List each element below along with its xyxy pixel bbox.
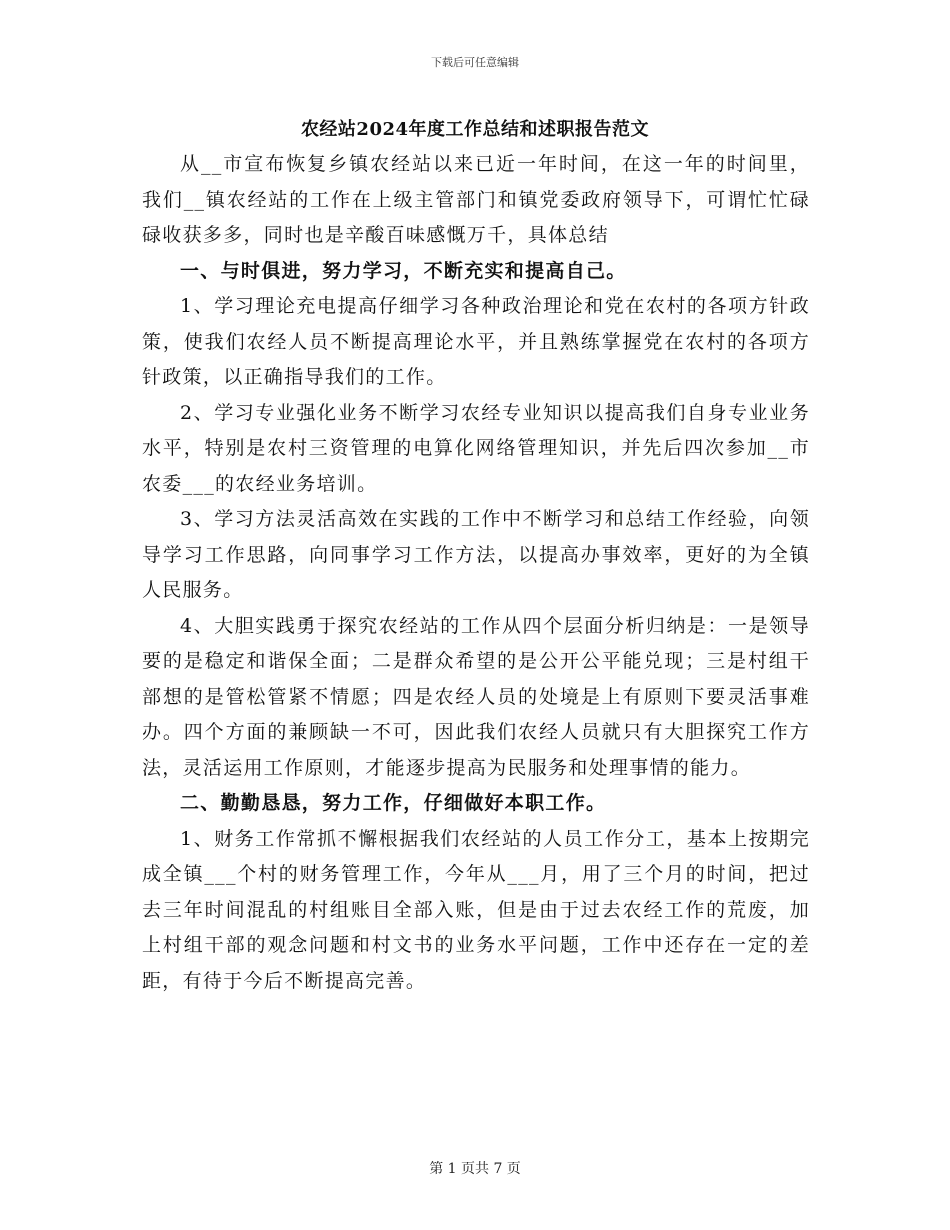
section-1-item-3: 3、学习方法灵活高效在实践的工作中不断学习和总结工作经验，向领导学习工作思路，向同事学习工作方法，以提高办事效率，更好的为全镇人民服务。 xyxy=(142,508,810,601)
page-number: 第 1 页共 7 页 xyxy=(429,1161,521,1177)
document-title: 农经站2024年度工作总结和述职报告范文 xyxy=(300,119,650,140)
header-note: 下载后可任意编辑 xyxy=(431,56,519,69)
section-heading-1: 一、与时俱进，努力学习，不断充实和提高自己。 xyxy=(180,259,627,282)
section-1-item-1: 1、学习理论充电提高仔细学习各种政治理论和党在农村的各项方针政策，使我们农经人员不断提高理论水平，并且熟练掌握党在农村的各项方针政策，以正确指导我们的工作。 xyxy=(142,295,810,388)
section-1-item-2: 2、学习专业强化业务不断学习农经专业知识以提高我们自身专业业务水平，特别是农村三资管理的电算化网络管理知识，并先后四次参加__市农委___的农经业务培训。 xyxy=(142,401,810,495)
document-body xyxy=(142,147,810,999)
intro-paragraph: 从__市宣布恢复乡镇农经站以来已近一年时间，在这一年的时间里，我们__镇农经站的工作在上级主管部门和镇党委政府领导下，可谓忙忙碌碌收获多多，同时也是辛酸百味感慨万千，具体总结 xyxy=(142,153,810,246)
section-heading-2: 二、勤勤恳恳，努力工作，仔细做好本职工作。 xyxy=(180,792,607,814)
section-1-item-4: 4、大胆实践勇于探究农经站的工作从四个层面分析归纳是：一是领导要的是稳定和谐保全面；二是群众希望的是公开公平能兑现；三是村组干部想的是管松管紧不情愿；四是农经人员的处境是上有原则下要灵活事难办。四个方面的兼顾缺一不可，因此我们农经人员就只有大胆探究工作方法，灵活运用工作原则，才能逐步提高为民服务和处理事情的能力。 xyxy=(142,614,810,779)
section-2-item-1: 1、财务工作常抓不懈根据我们农经站的人员工作分工，基本上按期完成全镇___个村的财务管理工作，今年从___月，用了三个月的时间，把过去三年时间混乱的村组账目全部入账，但是由于过去农经工作的荒废，加上村组干部的观念问题和村文书的业务水平问题，工作中还存在一定的差距，有待于今后不断提高完善。 xyxy=(142,827,810,992)
